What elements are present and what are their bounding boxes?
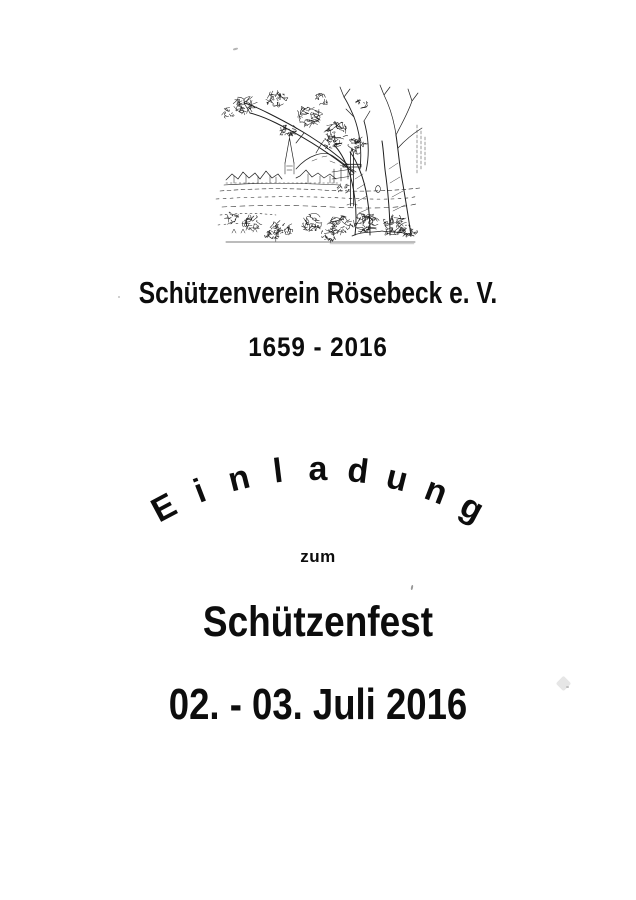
arc-letter: a (308, 450, 328, 488)
anniversary-years: 1659 - 2016 (248, 332, 388, 362)
arc-letter: l (270, 452, 285, 491)
arc-letter: n (223, 457, 254, 500)
arc-letter: i (188, 471, 212, 511)
zum-label: zum (300, 547, 336, 566)
arc-letter: n (419, 469, 453, 513)
arc-letter: E (144, 485, 183, 530)
event-name: Schützenfest (202, 598, 434, 646)
scan-speck (411, 585, 414, 590)
club-name: Schützenverein Rösebeck e. V. (138, 275, 498, 310)
arc-letter: d (345, 451, 371, 492)
event-dates: 02. - 03. Juli 2016 (168, 680, 468, 729)
arc-letter: g (454, 485, 491, 530)
arc-letter: u (382, 457, 413, 500)
